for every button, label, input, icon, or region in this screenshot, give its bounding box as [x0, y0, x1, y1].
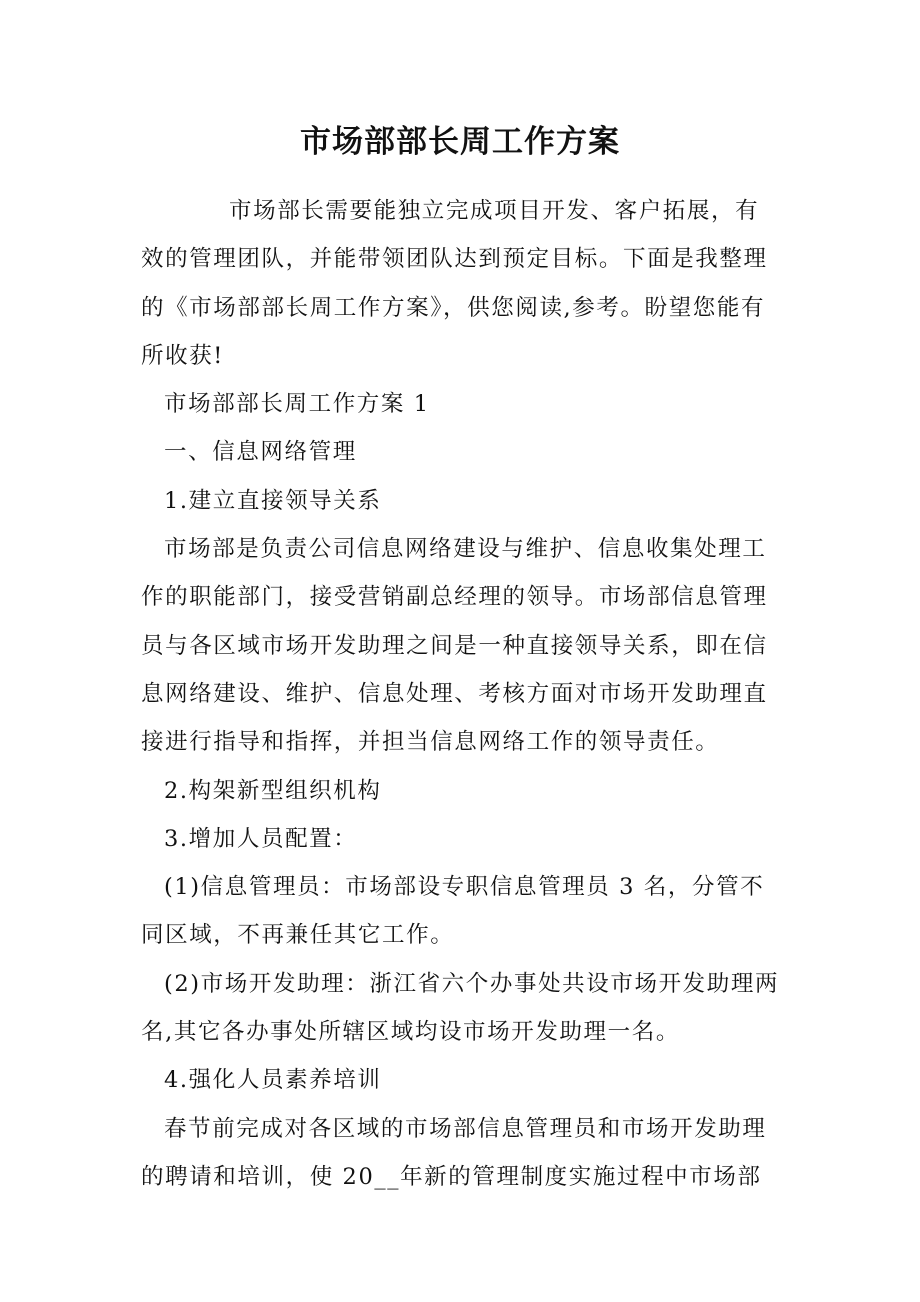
section-heading-info-network: 一、信息网络管理: [164, 439, 357, 466]
subheading-new-organization: 2.构架新型组织机构: [164, 777, 382, 804]
document-body: [141, 187, 781, 1201]
subheading-direct-leadership: 1.建立直接领导关系: [164, 487, 382, 514]
list-item-info-manager: (1)信息管理员：市场部设专职信息管理员 3 名，分管不同区域，不再兼任其它工作。: [141, 874, 765, 949]
intro-paragraph: 市场部长需要能独立完成项目开发、客户拓展，有效的管理团队，并能带领团队达到预定目标。下面是我整理的《市场部部长周工作方案》，供您阅读,参考。盼望您能有所收获!: [141, 198, 768, 369]
list-item-market-assistant: (2)市场开发助理：浙江省六个办事处共设市场开发助理两名,其它各办事处所辖区域均设市场开发助理一名。: [141, 970, 780, 1046]
section-heading-plan-1: 市场部部长周工作方案 1: [164, 391, 430, 418]
body-paragraph-leadership: 市场部是负责公司信息网络建设与维护、信息收集处理工作的职能部门，接受营销副总经理的领导。市场部信息管理员与各区域市场开发助理之间是一种直接领导关系，即在信息网络建设、维护、信息处理、考核方面对市场开发助理直接进行指导和指挥，并担当信息网络工作的领导责任。: [141, 536, 768, 756]
body-paragraph-training: 春节前完成对各区域的市场部信息管理员和市场开发助理的聘请和培训，使 20__年新的管理制度实施过程中市场部: [141, 1115, 767, 1190]
subheading-training: 4.强化人员素养培训: [164, 1067, 382, 1094]
document-title: 市场部部长周工作方案: [300, 124, 620, 160]
subheading-staffing: 3.增加人员配置：: [164, 825, 358, 852]
